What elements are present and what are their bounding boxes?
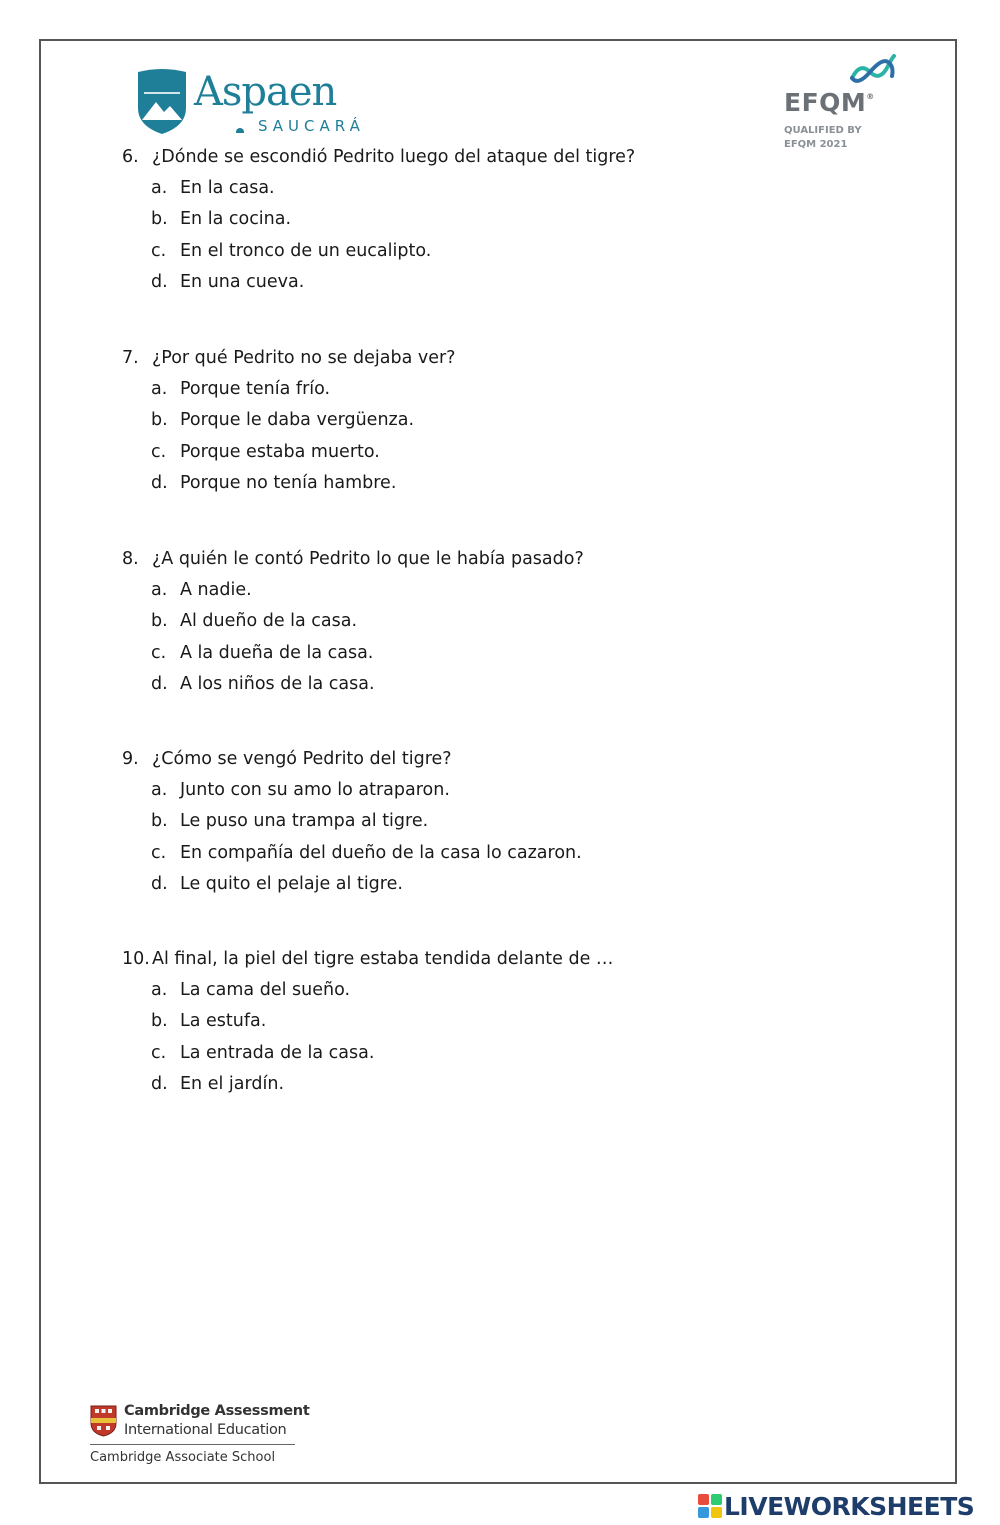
option-text: La estufa. xyxy=(180,1011,267,1032)
option-letter: d. xyxy=(151,673,168,694)
efqm-name: EFQM xyxy=(784,88,867,117)
efqm-caption-line2: EFQM 2021 xyxy=(784,139,848,150)
question-stem xyxy=(122,141,882,173)
question-text: ¿Dónde se escondió Pedrito luego del ataque del tigre? xyxy=(152,147,636,167)
option-letter: d. xyxy=(151,873,168,894)
answer-option[interactable] xyxy=(122,575,882,606)
option-text: A nadie. xyxy=(180,580,252,600)
option-letter: c. xyxy=(151,441,167,462)
question-text: ¿A quién le contó Pedrito lo que le había pasado? xyxy=(152,549,584,569)
answer-option[interactable] xyxy=(122,374,882,405)
option-letter: d. xyxy=(151,472,168,493)
question-number: 7. xyxy=(122,348,139,368)
option-text: A los niños de la casa. xyxy=(180,673,375,694)
option-letter: b. xyxy=(151,410,168,431)
option-text: En una cueva. xyxy=(180,271,305,292)
question-number: 8. xyxy=(122,549,139,569)
option-text: En la cocina. xyxy=(180,209,292,230)
answer-option[interactable] xyxy=(122,975,882,1006)
question-stem xyxy=(122,743,882,775)
option-text: En compañía del dueño de la casa lo cazaron. xyxy=(180,842,582,863)
answer-option[interactable] xyxy=(122,1038,882,1069)
option-text: La cama del sueño. xyxy=(180,980,351,1000)
option-text: En el tronco de un eucalipto. xyxy=(180,240,432,261)
answer-option[interactable] xyxy=(122,204,882,235)
question-9 xyxy=(122,743,882,900)
answer-option[interactable] xyxy=(122,236,882,267)
cambridge-divider xyxy=(90,1444,295,1445)
answer-option[interactable] xyxy=(122,1006,882,1037)
question-number: 9. xyxy=(122,749,139,769)
liveworksheets-brand[interactable] xyxy=(698,1490,998,1524)
question-number: 10. xyxy=(122,949,150,969)
liveworksheets-icon xyxy=(698,1494,722,1518)
option-text: Junto con su amo lo atraparon. xyxy=(180,780,450,800)
answer-option[interactable] xyxy=(122,468,882,499)
option-text: Le quito el pelaje al tigre. xyxy=(180,873,403,894)
question-number: 6. xyxy=(122,147,139,167)
option-letter: d. xyxy=(151,271,168,292)
answer-option[interactable] xyxy=(122,173,882,204)
option-text: Porque le daba vergüenza. xyxy=(180,410,415,431)
efqm-caption-line1: QUALIFIED BY xyxy=(784,125,862,136)
question-text: Al final, la piel del tigre estaba tendida delante de … xyxy=(152,949,614,969)
question-text: ¿Cómo se vengó Pedrito del tigre? xyxy=(152,749,452,769)
answer-option[interactable] xyxy=(122,1069,882,1100)
question-7 xyxy=(122,342,882,499)
question-stem xyxy=(122,943,882,975)
option-letter: b. xyxy=(151,611,168,632)
efqm-wordmark: EFQM® xyxy=(784,88,875,117)
option-letter: a. xyxy=(151,780,168,800)
cambridge-crest-icon xyxy=(90,1405,117,1437)
liveworksheets-wordmark: LIVEWORKSHEETS xyxy=(724,1492,975,1521)
option-text: Al dueño de la casa. xyxy=(180,611,358,632)
efqm-infinity-icon xyxy=(848,52,896,88)
answer-option[interactable] xyxy=(122,775,882,806)
school-name: Aspaen xyxy=(194,69,337,115)
question-10 xyxy=(122,943,882,1100)
option-letter: a. xyxy=(151,580,168,600)
school-campus: SAUCARÁ xyxy=(258,117,365,135)
efqm-logo xyxy=(780,52,890,152)
answer-option[interactable] xyxy=(122,437,882,468)
answer-option[interactable] xyxy=(122,267,882,298)
option-text: Porque tenía frío. xyxy=(180,379,331,399)
question-8 xyxy=(122,543,882,700)
cambridge-line2: International Education xyxy=(124,1422,287,1438)
option-text: En la casa. xyxy=(180,178,275,198)
answer-option[interactable] xyxy=(122,838,882,869)
question-stem xyxy=(122,342,882,374)
cambridge-line1: Cambridge Assessment xyxy=(124,1403,310,1419)
option-letter: c. xyxy=(151,642,167,663)
option-letter: d. xyxy=(151,1073,168,1094)
option-letter: a. xyxy=(151,980,168,1000)
option-letter: b. xyxy=(151,1011,168,1032)
option-text: La entrada de la casa. xyxy=(180,1042,375,1063)
answer-option[interactable] xyxy=(122,405,882,436)
question-stem xyxy=(122,543,882,575)
option-text: A la dueña de la casa. xyxy=(180,642,374,663)
campus-mark xyxy=(236,128,244,133)
option-letter: a. xyxy=(151,178,168,198)
aspaen-shield-icon xyxy=(136,68,188,134)
option-letter: a. xyxy=(151,379,168,399)
answer-option[interactable] xyxy=(122,638,882,669)
option-letter: c. xyxy=(151,842,167,863)
answer-option[interactable] xyxy=(122,606,882,637)
option-letter: b. xyxy=(151,811,168,832)
aspaen-logo xyxy=(136,68,386,140)
option-letter: c. xyxy=(151,240,167,261)
option-text: En el jardín. xyxy=(180,1073,285,1094)
answer-option[interactable] xyxy=(122,669,882,700)
answer-option[interactable] xyxy=(122,869,882,900)
option-text: Porque estaba muerto. xyxy=(180,441,380,462)
option-text: Le puso una trampa al tigre. xyxy=(180,811,429,832)
answer-option[interactable] xyxy=(122,806,882,837)
cambridge-school: Cambridge Associate School xyxy=(90,1450,276,1465)
option-letter: c. xyxy=(151,1042,167,1063)
question-text: ¿Por qué Pedrito no se dejaba ver? xyxy=(152,348,456,368)
option-text: Porque no tenía hambre. xyxy=(180,472,397,493)
option-letter: b. xyxy=(151,209,168,230)
cambridge-logo xyxy=(90,1403,320,1473)
question-6 xyxy=(122,141,882,298)
